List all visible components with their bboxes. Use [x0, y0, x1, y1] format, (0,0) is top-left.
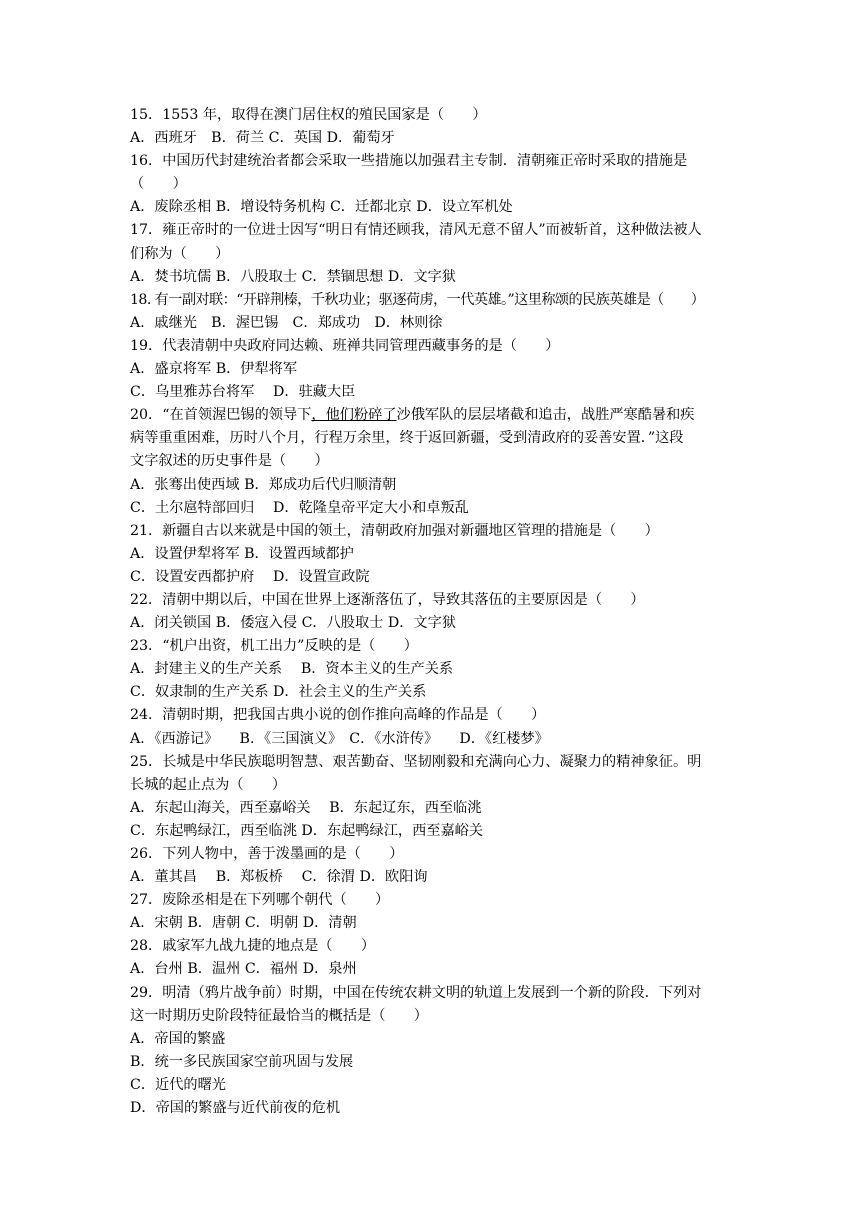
question-27-options: A．宋朝 B．唐朝 C．明朝 D．清朝: [130, 915, 357, 932]
question-27-stem: 27．废除丞相是在下列哪个朝代（ ）: [130, 892, 390, 909]
question-29-stem-cont: 这一时期历史阶段特征最恰当的概括是（ ）: [130, 1007, 428, 1024]
question-25-stem: 25．长城是中华民族聪明智慧、艰苦勤奋、坚韧刚毅和充满向心力、凝聚力的精神象征。明: [130, 753, 702, 770]
question-25-stem-cont: 长城的起止点为（ ）: [130, 776, 287, 793]
question-22-stem: 22．清朝中期以后，中国在世界上逐渐落伍了，导致其落伍的主要原因是（ ）: [130, 591, 645, 608]
question-25-options-ab: A．东起山海关，西至嘉峪关 B．东起辽东，西至临洮: [130, 799, 482, 816]
question-29-option-c: C．近代的曙光: [130, 1076, 226, 1093]
question-21-options-ab: A．设置伊犁将军 B．设置西域都护: [130, 545, 354, 562]
question-17-options: A．焚书坑儒 B．八股取士 C．禁锢思想 D．文字狱: [130, 268, 456, 285]
question-24-stem: 24．清朝时期，把我国古典小说的创作推向高峰的作品是（ ）: [130, 707, 546, 724]
question-15-stem: 15．1553 年，取得在澳门居住权的殖民国家是（ ）: [130, 107, 487, 123]
question-25-options-cd: C．东起鸭绿江，西至临洮 D．东起鸭绿江，西至嘉峪关: [130, 822, 484, 839]
question-29-stem: 29．明清（鸦片战争前）时期，中国在传统农耕文明的轨道上发展到一个新的阶段．下列对: [130, 984, 702, 1001]
question-23-options-ab: A．封建主义的生产关系 B．资本主义的生产关系: [130, 661, 454, 678]
question-19-stem: 19．代表清朝中央政府同达赖、班禅共同管理西藏事务的是（ ）: [130, 337, 560, 354]
question-26-options: A．董其昌 B．郑板桥 C．徐渭 D．欧阳询: [130, 869, 428, 886]
question-24-options: A．《西游记》 B．《三国演义》 C．《水浒传》 D．《红楼梦》: [130, 730, 549, 747]
question-21-options-cd: C．设置安西都护府 D．设置宣政院: [130, 568, 370, 585]
question-26-stem: 26．下列人物中，善于泼墨画的是（ ）: [130, 846, 404, 862]
question-21-stem: 21．新疆自古以来就是中国的领土，清朝政府加强对新疆地区管理的措施是（ ）: [130, 522, 659, 539]
question-18-stem: 18. 有一副对联：“开辟荆榛，千秋功业；驱逐荷虏，一代英雄。”这里称颂的民族英雄是（ ）: [130, 291, 705, 308]
question-19-options-cd: C．乌里雅苏台将军 D．驻藏大臣: [130, 384, 356, 401]
question-17-stem-cont: 们称为（ ）: [130, 245, 230, 262]
question-23-options-cd: C．奴隶制的生产关系 D．社会主义的生产关系: [130, 684, 427, 701]
question-19-options-ab: A．盛京将军 B．伊犁将军: [130, 361, 298, 378]
question-28-stem: 28．戚家军九战九捷的地点是（ ）: [130, 938, 376, 955]
question-20-stem-cont-2: 文字叙述的历史事件是（ ）: [130, 453, 329, 470]
question-18-options: A．戚继光 B．渥巴锡 C．郑成功 D．林则徐: [130, 314, 443, 331]
question-15-options: A．西班牙 B．荷兰 C．英国 D．葡萄牙: [130, 130, 395, 147]
question-16-stem-cont: （ ）: [130, 176, 187, 193]
question-28-options: A．台州 B．温州 C．福州 D．泉州: [130, 961, 357, 978]
question-20-stem-end: 沙俄军队的层层堵截和追击，战胜严寒酷暑和疾: [396, 407, 695, 424]
question-17-stem: 17．雍正帝时的一位进士因写“明日有情还顾我，清风无意不留人”而被斩首，这种做法被人: [130, 222, 702, 239]
question-20-stem: [130, 404, 740, 427]
question-16-stem: 16．中国历代封建统治者都会采取一些措施以加强君主专制．清朝雍正帝时采取的措施是: [130, 153, 688, 170]
question-20-stem-cont: 病等重重困难，历时八个月，行程万余里，终于返回新疆，受到清政府的妥善安置．”这段: [130, 430, 684, 447]
question-16-options: A．废除丞相 B．增设特务机构 C．迁都北京 D．设立军机处: [130, 199, 513, 216]
question-20-options-ab: A．张骞出使西域 B．郑成功后代归顺清朝: [130, 476, 397, 493]
question-20-underlined-phrase: ，他们粉碎了: [311, 407, 397, 424]
question-20-options-cd: C．土尔扈特部回归 D．乾隆皇帝平定大小和卓叛乱: [130, 499, 469, 516]
question-23-stem: 23．“机户出资，机工出力”反映的是（ ）: [130, 638, 418, 655]
question-29-option-a: A．帝国的繁盛: [130, 1030, 226, 1047]
question-22-options: A．闭关锁国 B．倭寇入侵 C．八股取士 D．文字狱: [130, 615, 456, 632]
question-20-stem-start: 20．“在首领渥巴锡的领导下: [130, 407, 312, 424]
question-29-option-b: B．统一多民族国家空前巩固与发展: [130, 1053, 354, 1070]
question-29-option-d: D．帝国的繁盛与近代前夜的危机: [130, 1100, 341, 1117]
exam-page: [130, 104, 740, 1120]
